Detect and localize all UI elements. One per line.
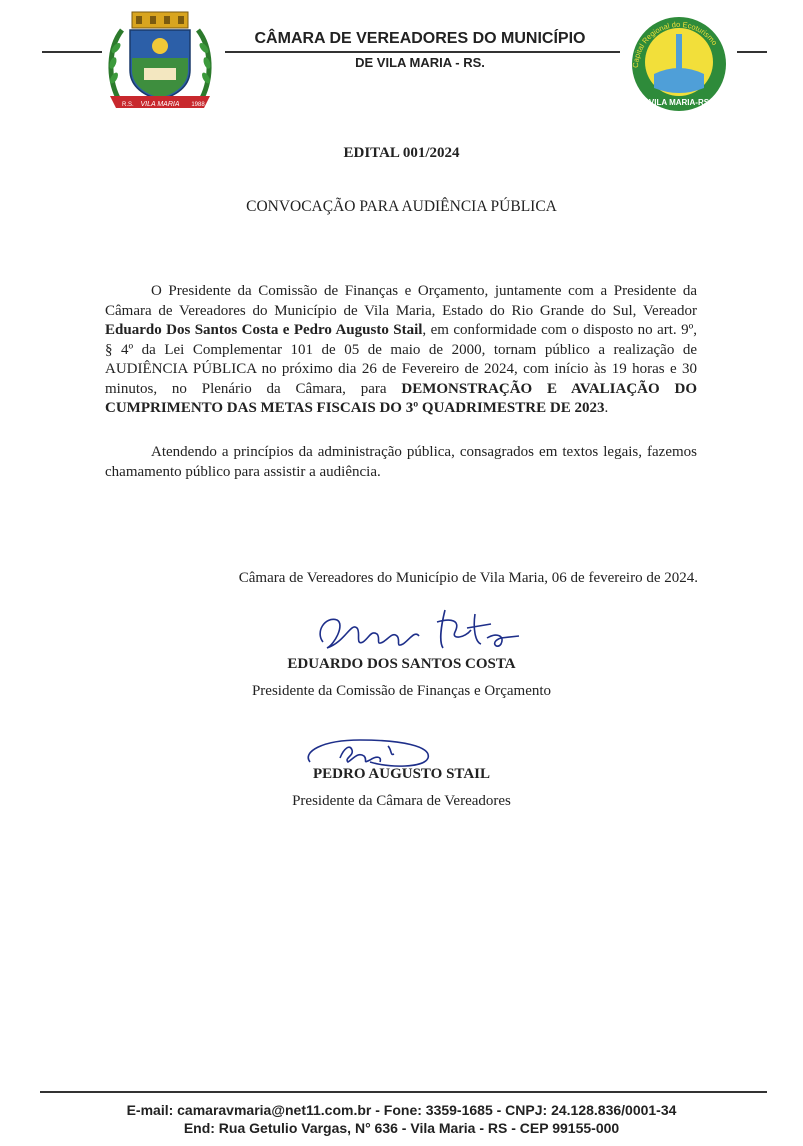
crest-ribbon-center: VILA MARIA xyxy=(140,101,180,108)
hearing-subject: DEMONSTRAÇÃO E AVALIAÇÃO DO CUMPRIMENTO DAS METAS FISCAIS DO 3º QUADRIMESTRE DE 2023 xyxy=(105,380,697,416)
seal-bottom-text: VILA MARIA-RS xyxy=(648,98,710,107)
signatory-role-1: Presidente da Comissão de Finanças e Orçamento xyxy=(251,683,552,699)
signature-eduardo xyxy=(305,602,535,660)
crest-ribbon-left: R.S. xyxy=(122,102,134,108)
paragraph-text: . xyxy=(604,400,609,416)
paragraph-convocation xyxy=(105,282,697,419)
signatory-name-2: PEDRO AUGUSTO STAIL xyxy=(313,766,490,782)
paragraph-call: Atendendo a princípios da administração pública, consagrados em textos legais, fazemos chamamento público para assistir a audiência. xyxy=(105,444,697,480)
footer-contact-line: E-mail: camaravmaria@net11.com.br - Fone: 3359-1685 - CNPJ: 24.128.836/0001-34 xyxy=(126,1102,677,1118)
signatory-role-2: Presidente da Câmara de Vereadores xyxy=(292,793,511,809)
edital-number: EDITAL 001/2024 xyxy=(343,145,460,161)
paragraph-text: O Presidente da Comissão de Finanças e Orçamento, juntamente com a Presidente da Câmara de Vereadores do Município de Vila Maria, Estado do Rio Grande do Sul, Vereador xyxy=(105,283,697,319)
header-rule-center xyxy=(225,51,620,53)
paragraph-text: , em conformidade com o disposto no art. 9º, § 4º da Lei Complementar 101 de 05 de maio de 2000, tornam público a realização de AUDIÊNCIA PÚBLICA no próximo dia 26 de Fevereiro de 2024, com início às 19 horas e 30 minutos, no Plenário da Câmara, para xyxy=(105,322,697,397)
header-title: CÂMARA DE VEREADORES DO MUNICÍPIO xyxy=(254,30,586,47)
header-rule-left xyxy=(42,51,102,53)
ecotourism-seal-logo xyxy=(624,12,734,112)
footer-rule xyxy=(40,1091,767,1093)
crest-ribbon-right: 1988 xyxy=(191,102,205,108)
footer-address-line: End: Rua Getulio Vargas, N° 636 - Vila Maria - RS - CEP 99155-000 xyxy=(183,1120,620,1136)
seal-ring-text: Capital Regional do Ecoturismo xyxy=(630,19,720,69)
date-line: Câmara de Vereadores do Município de Vila Maria, 06 de fevereiro de 2024. xyxy=(238,570,698,586)
signatory-name-1: EDUARDO DOS SANTOS COSTA xyxy=(287,656,516,672)
header-subtitle: DE VILA MARIA - RS. xyxy=(355,55,485,70)
municipal-crest-logo xyxy=(104,8,216,112)
councilors-names: Eduardo Dos Santos Costa e Pedro Augusto Stail xyxy=(105,322,423,338)
header-rule-right xyxy=(737,51,767,53)
document-heading: CONVOCAÇÃO PARA AUDIÊNCIA PÚBLICA xyxy=(246,198,557,215)
